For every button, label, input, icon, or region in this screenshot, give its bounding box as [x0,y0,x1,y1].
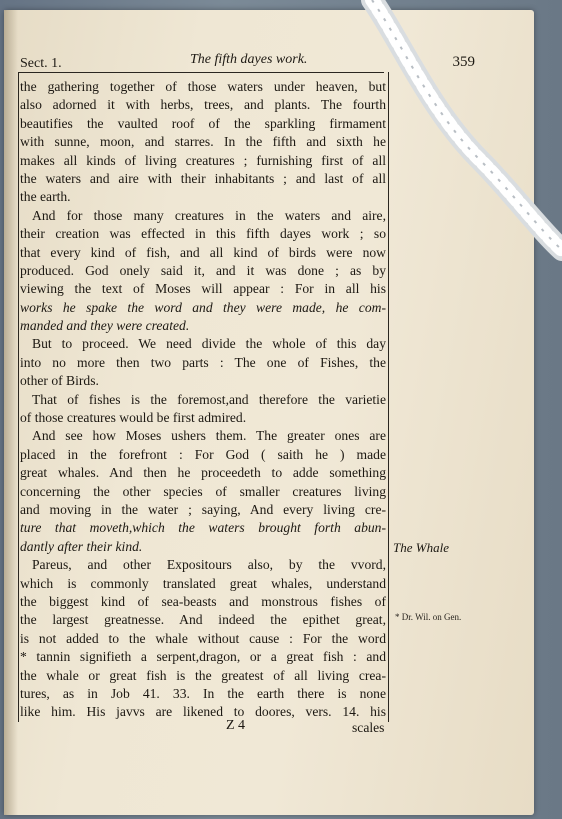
page-number: 359 [452,54,475,70]
text-line: And for those many creatures in the waters and aire, [32,207,386,223]
text-line: other of Birds. [20,373,99,389]
text-line: into no more then two parts : The one of Fishes, the [20,354,386,370]
text-line: viewing the text of Moses will appear : For in all his [20,281,386,297]
text-line: manded and they were created. [20,318,190,334]
text-line: also adorned it with herbs, trees, and plants. The fourth [20,97,386,113]
text-line: the whale or great fish is the greatest of all living crea- [20,667,386,683]
text-line: great whales. And then he proceedeth to adde something [20,465,386,481]
margin-note-reference: * Dr. Wil. on Gen. [395,612,462,622]
text-line: placed in the forefront : For God ( saith he ) made [20,446,386,462]
text-line: And see how Moses ushers them. The greater ones are [32,428,386,444]
header-title: The fifth dayes work. [190,52,308,67]
text-line: But to proceed. We need divide the whole of this day [32,336,386,352]
text-line: That of fishes is the foremost,and therefore the varietie [32,391,386,407]
catchword: scales [352,720,385,735]
text-line: ture that moveth,which the waters brought forth abun- [20,520,386,536]
text-line: works he spake the word and they were made, he com- [20,299,386,315]
text-line: the gathering together of those waters under heaven, but [20,79,386,94]
text-line: with sunne, moon, and starres. In the fifth and sixth he [20,134,386,150]
text-line: of those creatures would be first admired. [20,410,247,426]
text-line: produced. God onely said it, and it was done ; as by [20,262,386,278]
text-line: * tannin signifieth a serpent,dragon, or a great fish : and [20,649,386,665]
text-line: their creation was effected in this fifth dayes work ; so [20,226,386,242]
text-line: beautifies the vaulted roof of the sparkling firmament [20,115,386,131]
text-line: like him. His javvs are likened to doores, vers. 14. his [20,704,386,720]
text-line: that every kind of fish, and all kind of birds were now [20,244,386,260]
margin-note-whale: The Whale [393,540,449,555]
signature-mark: Z 4 [226,718,246,733]
text-line: makes all kinds of living creatures ; furnishing first of all [20,152,386,168]
text-line: is not added to the whale without cause : For the word [20,630,386,646]
text-line: dantly after their kind. [20,538,143,554]
text-line: Pareus, and other Expositours also, by the vvord, [32,557,386,573]
text-line: which is commonly translated great whales, understand [20,575,386,591]
text-line: concerning the other species of smaller creatures living [20,483,386,499]
text-line: the waters and aire with their inhabitants ; and last of all [20,170,386,186]
text-line: the biggest kind of sea-beasts and monstrous fishes of [20,593,386,609]
text-line: the largest greatnesse. And indeed the epithet great, [20,612,386,628]
text-line: tures, as in Job 41. 33. In the earth there is none [20,685,386,701]
text-line: and moving in the water ; saying, And every living cre- [20,501,386,517]
header-section: Sect. 1. [20,56,62,71]
text-line: the earth. [20,189,71,205]
